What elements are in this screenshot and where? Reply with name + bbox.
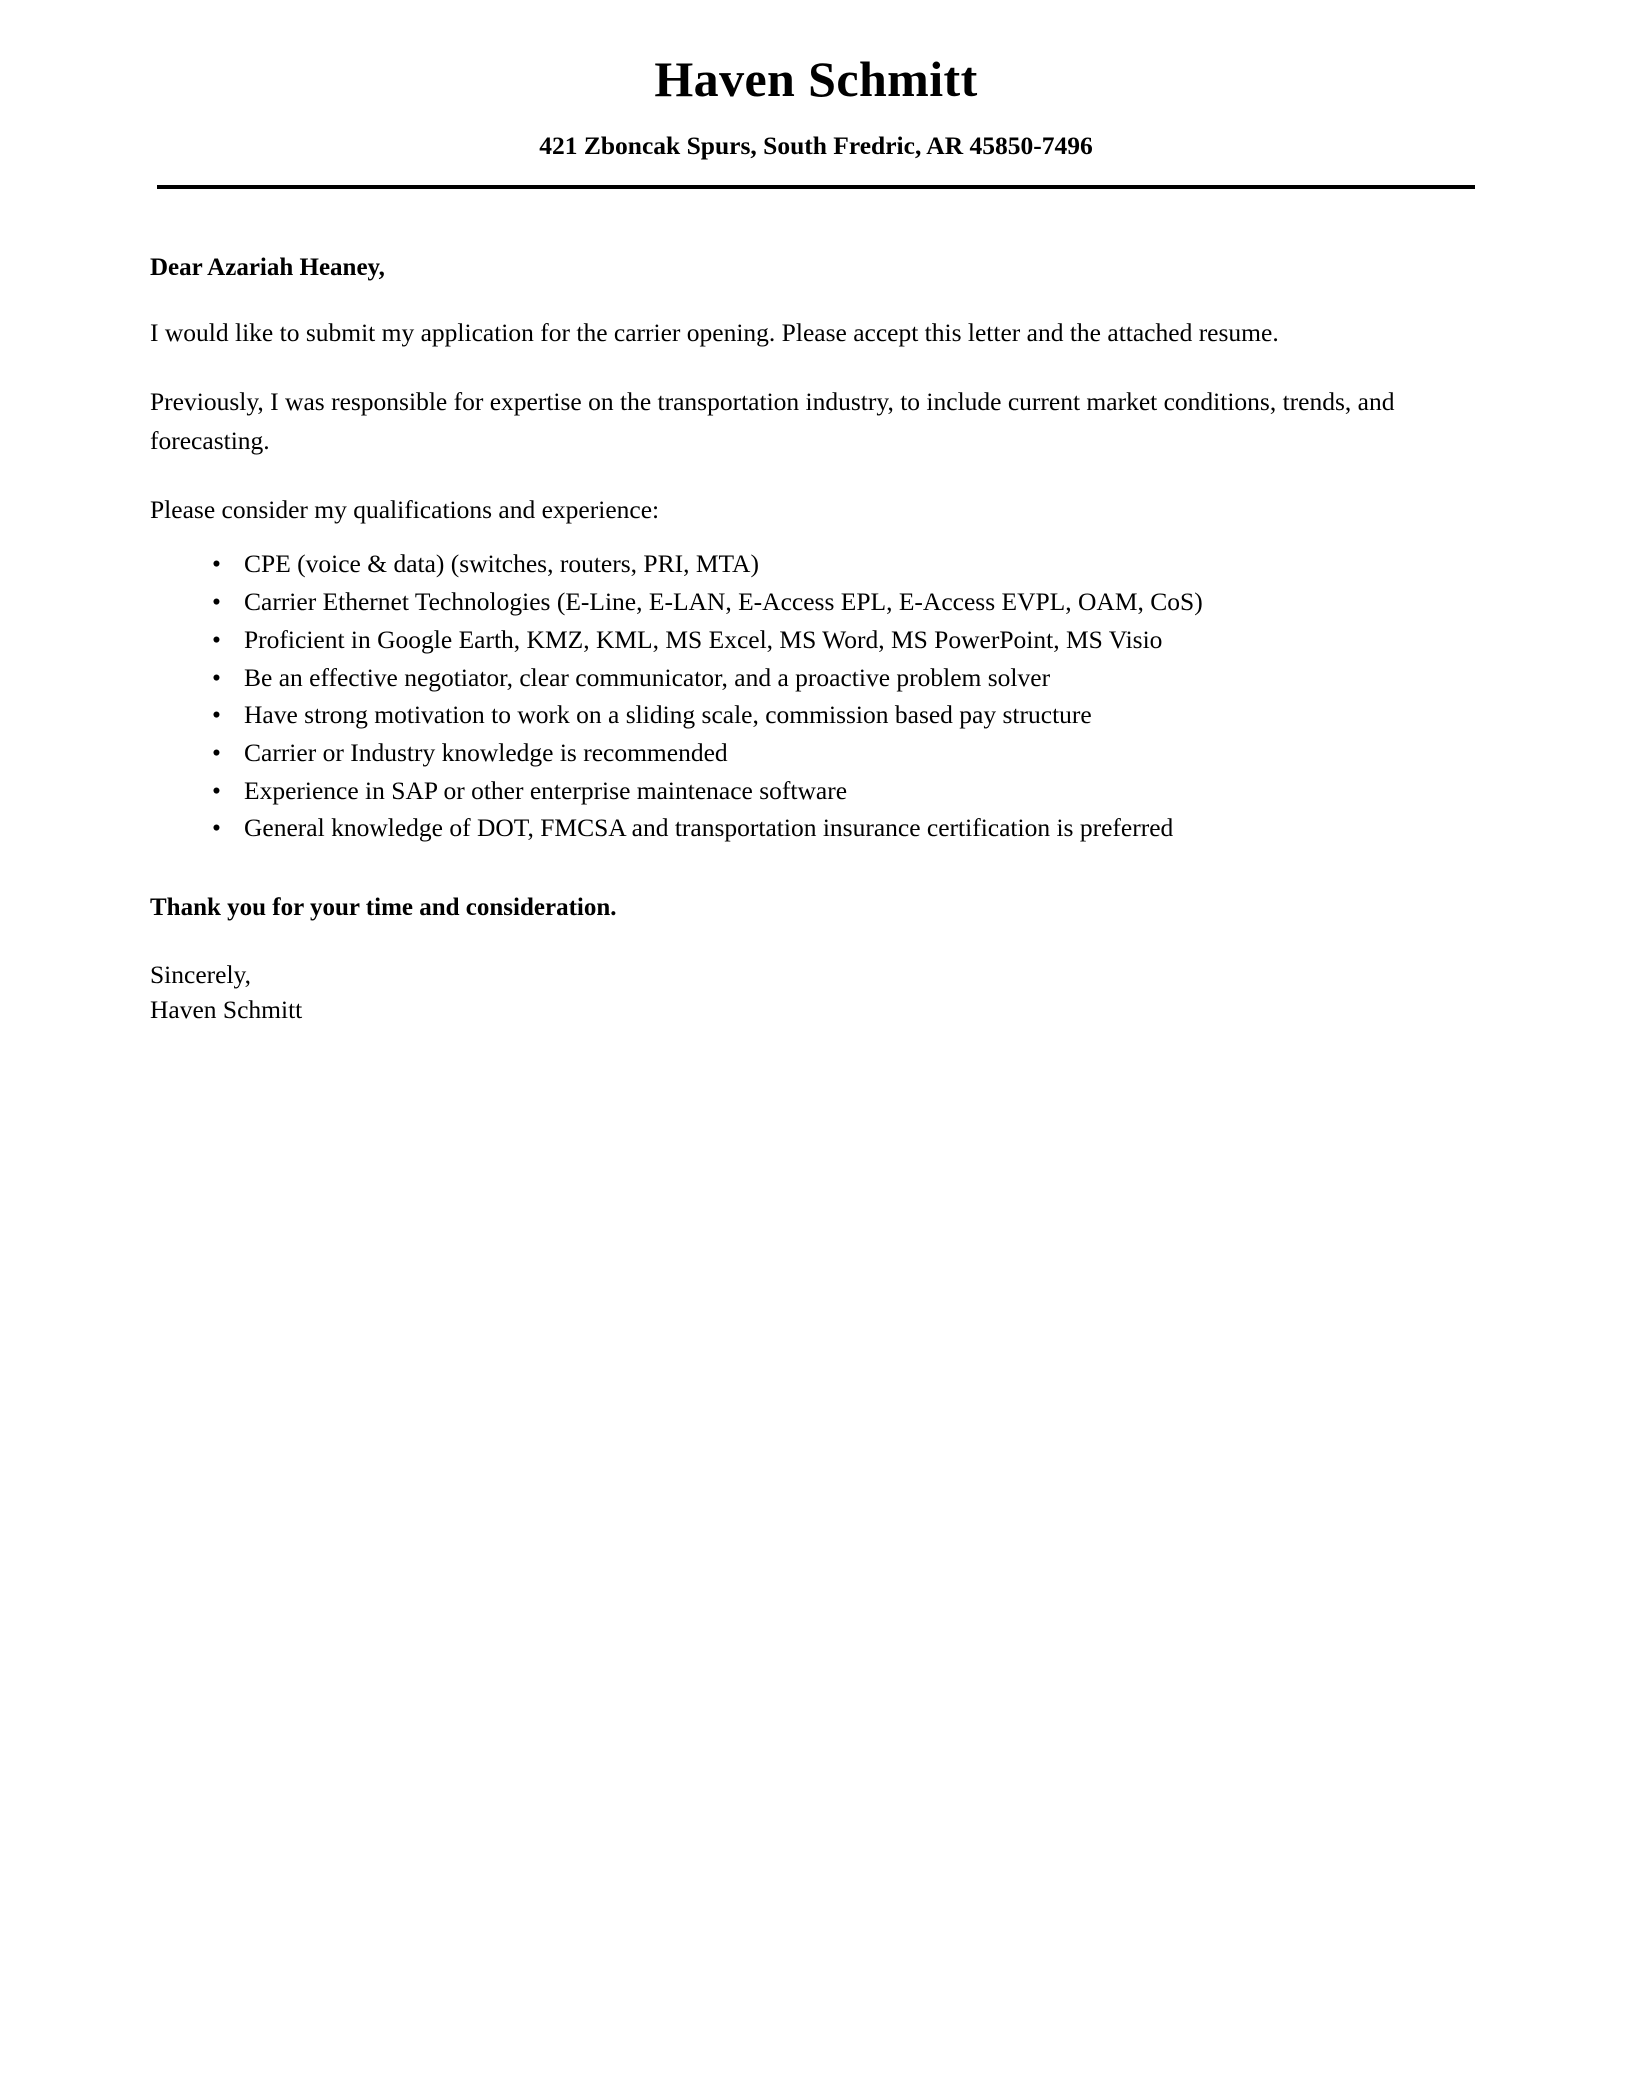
- list-item: • Experience in SAP or other enterprise maintenace software: [212, 772, 1470, 810]
- list-item: • Carrier or Industry knowledge is recommended: [212, 734, 1470, 772]
- body-paragraph-3: Please consider my qualifications and experience:: [150, 494, 660, 524]
- list-item: • General knowledge of DOT, FMCSA and transportation insurance certification is preferred: [212, 809, 1470, 847]
- signature-block: [150, 925, 1470, 1027]
- sender-name: Haven Schmitt: [654, 51, 978, 107]
- body-paragraph-1: I would like to submit my application for the carrier opening. Please accept this letter and the attached resume.: [150, 318, 1279, 348]
- letter-body: [0, 189, 1632, 1028]
- list-item: • Carrier Ethernet Technologies (E-Line, E-LAN, E-Access EPL, E-Access EVPL, OAM, CoS): [212, 583, 1470, 621]
- qualifications-list: [150, 529, 1470, 847]
- signoff-name: Haven Schmitt: [150, 995, 303, 1025]
- closing-thanks: Thank you for your time and consideration.: [150, 894, 617, 922]
- letterhead: [0, 0, 1632, 189]
- sender-address: 421 Zboncak Spurs, South Fredric, AR 45850-7496: [539, 131, 1093, 160]
- body-paragraph-2: Previously, I was responsible for expertise on the transportation industry, to include current market conditions, trends, and forecasting.: [150, 387, 1395, 455]
- list-item: • Have strong motivation to work on a sliding scale, commission based pay structure: [212, 696, 1470, 734]
- salutation: Dear Azariah Heaney,: [150, 253, 385, 281]
- signoff-closing: Sincerely,: [150, 959, 252, 989]
- list-item: • Be an effective negotiator, clear communicator, and a proactive problem solver: [212, 659, 1470, 697]
- list-item: • CPE (voice & data) (switches, routers, PRI, MTA): [212, 545, 1470, 583]
- list-item: • Proficient in Google Earth, KMZ, KML, MS Excel, MS Word, MS PowerPoint, MS Visio: [212, 621, 1470, 659]
